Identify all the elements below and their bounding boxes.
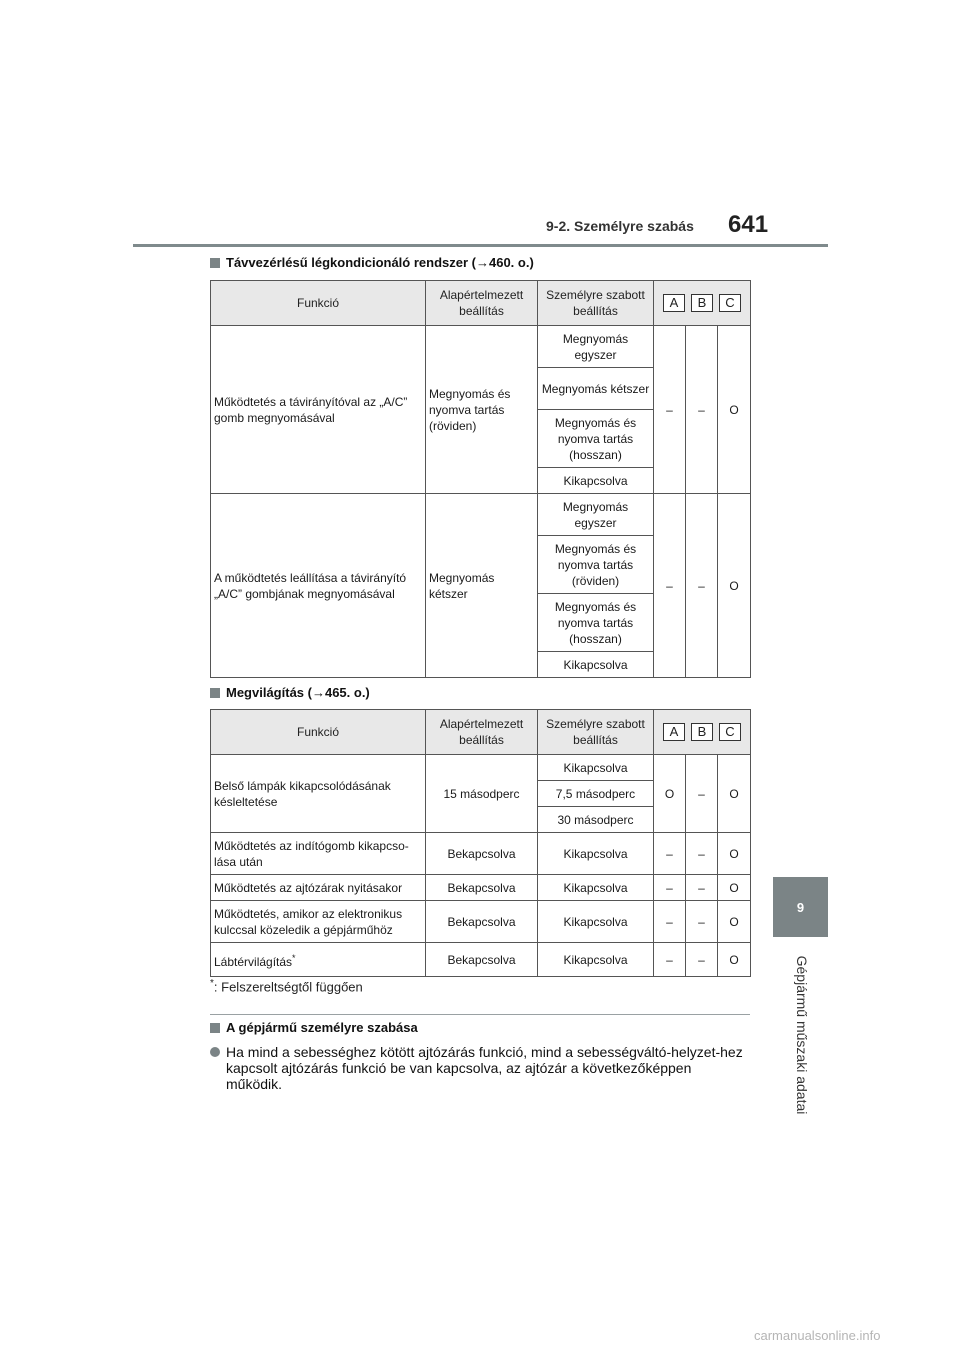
c-cell: O — [718, 326, 751, 494]
function-cell: Működtetés, amikor az elektronikus kulccsal közeledik a gépjárműhöz — [211, 901, 426, 943]
option-cell: Megnyomás és nyomva tartás (hosszan) — [538, 594, 654, 652]
option-cell: Megnyomás és nyomva tartás (hosszan) — [538, 410, 654, 468]
a-cell: – — [654, 943, 686, 977]
default-cell: Bekapcsolva — [426, 875, 538, 901]
header-custom: Személyre szabott beállítás — [538, 281, 654, 326]
column-b-box: B — [691, 294, 713, 312]
footnote-star: * — [292, 952, 296, 963]
custom-cell: Kikapcsolva — [538, 901, 654, 943]
watermark: carmanualsonline.info — [754, 1328, 881, 1343]
function-cell: A működtetés leállítása a távirányító „A/C” gombjának megnyomásával — [211, 494, 426, 678]
arrow-icon: → — [475, 255, 489, 270]
page-number: 641 — [728, 211, 769, 238]
table-lighting — [210, 709, 751, 977]
column-b-box: B — [691, 723, 713, 741]
header-default: Alapértelmezett beállítás — [426, 281, 538, 326]
c-cell: O — [718, 494, 751, 678]
column-a-box: A — [663, 723, 685, 741]
square-bullet-icon — [210, 258, 220, 268]
function-cell: Működtetés az ajtózárak nyitásakor — [211, 875, 426, 901]
column-c-box: C — [719, 723, 741, 741]
column-c-box: C — [719, 294, 741, 312]
bullet-text: Ha mind a sebességhez kötött ajtózárás funkció, mind a sebességváltó-helyzet-hez kapcsolt ajtózárás funkció be van kapcsolva, az ajtózár a következőképpen működik. — [226, 1044, 743, 1092]
c-cell: O — [718, 833, 751, 875]
chapter-tab: 9 — [773, 877, 828, 937]
function-cell: Működtetés a távirányítóval az „A/C” gomb megnyomásával — [211, 326, 426, 494]
default-cell: Megnyomás kétszer — [426, 494, 538, 678]
a-cell: – — [654, 326, 686, 494]
b-cell: – — [686, 755, 718, 833]
section3-heading — [210, 1020, 418, 1035]
default-cell: Bekapcsolva — [426, 833, 538, 875]
arrow-icon: → — [311, 685, 325, 700]
section1-title-post: 460. o.) — [488, 255, 534, 270]
header-custom: Személyre szabott beállítás — [538, 710, 654, 755]
default-cell: 15 másodperc — [426, 755, 538, 833]
chapter-label — [752, 942, 852, 1127]
square-bullet-icon — [210, 1023, 220, 1033]
a-cell: – — [654, 494, 686, 678]
function-cell: Belső lámpák kikapcsolódásának késleltetése — [211, 755, 426, 833]
option-cell: Kikapcsolva — [538, 652, 654, 678]
option-cell: Megnyomás egyszer — [538, 326, 654, 368]
table-row — [211, 833, 751, 875]
function-cell — [211, 943, 426, 977]
header-rule — [133, 244, 828, 247]
b-cell: – — [686, 833, 718, 875]
a-cell: – — [654, 833, 686, 875]
header-default: Alapértelmezett beállítás — [426, 710, 538, 755]
a-cell: – — [654, 901, 686, 943]
c-cell: O — [718, 755, 751, 833]
chapter-title: Gépjármű műszaki adatai — [794, 955, 810, 1114]
custom-cell: Kikapcsolva — [538, 943, 654, 977]
section2-title-post: 465. o.) — [324, 685, 370, 700]
bullet-paragraph — [210, 1044, 750, 1092]
header-function: Funkció — [211, 710, 426, 755]
option-cell: Megnyomás és nyomva tartás (röviden) — [538, 536, 654, 594]
option-cell: Kikapcsolva — [538, 468, 654, 494]
custom-cell: Kikapcsolva — [538, 875, 654, 901]
section1-heading — [210, 255, 534, 270]
option-cell: Megnyomás kétszer — [538, 368, 654, 410]
section2-heading — [210, 685, 370, 700]
b-cell: – — [686, 901, 718, 943]
a-cell: – — [654, 875, 686, 901]
table-remote-ac — [210, 280, 751, 678]
table-row — [211, 901, 751, 943]
default-cell: Bekapcsolva — [426, 901, 538, 943]
section3-title: A gépjármű személyre szabása — [226, 1020, 418, 1035]
function-text: Lábtérvilágítás — [214, 954, 293, 969]
header-abc — [654, 710, 751, 755]
c-cell: O — [718, 943, 751, 977]
header-function: Funkció — [211, 281, 426, 326]
default-cell: Megnyomás és nyomva tartás (röviden) — [426, 326, 538, 494]
b-cell: – — [686, 494, 718, 678]
square-bullet-icon — [210, 688, 220, 698]
section-title: 9-2. Személyre szabás — [546, 218, 694, 234]
column-a-box: A — [663, 294, 685, 312]
footnote-star: * — [210, 978, 214, 989]
footnote — [210, 978, 363, 994]
default-cell: Bekapcsolva — [426, 943, 538, 977]
section1-title-pre: Távvezérlésű légkondicionáló rendszer ( — [226, 255, 476, 270]
custom-cell: Kikapcsolva — [538, 833, 654, 875]
option-cell: 30 másodperc — [538, 807, 654, 833]
divider — [210, 1014, 750, 1015]
function-cell: Működtetés az indítógomb kikapcso-lása után — [211, 833, 426, 875]
b-cell: – — [686, 943, 718, 977]
c-cell: O — [718, 875, 751, 901]
section2-title-pre: Megvilágítás ( — [226, 685, 312, 700]
option-cell: Kikapcsolva — [538, 755, 654, 781]
table-row — [211, 875, 751, 901]
header-abc — [654, 281, 751, 326]
c-cell: O — [718, 901, 751, 943]
table-row — [211, 943, 751, 977]
b-cell: – — [686, 326, 718, 494]
footnote-text: : Felszereltségtől függően — [213, 979, 363, 995]
option-cell: Megnyomás egyszer — [538, 494, 654, 536]
b-cell: – — [686, 875, 718, 901]
option-cell: 7,5 másodperc — [538, 781, 654, 807]
a-cell: O — [654, 755, 686, 833]
circle-bullet-icon — [210, 1047, 220, 1057]
